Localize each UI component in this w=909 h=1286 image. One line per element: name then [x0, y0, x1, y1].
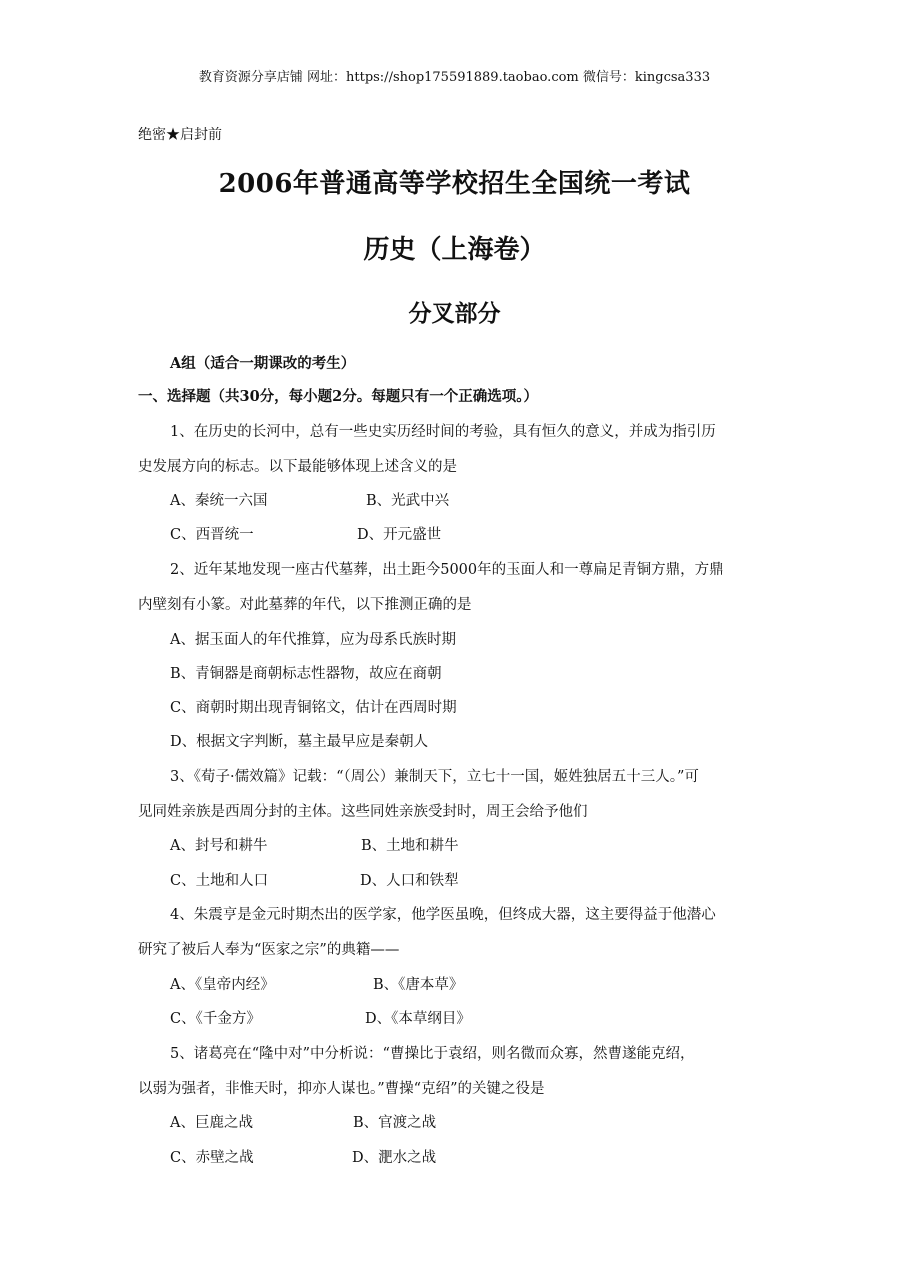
question-2-option-d: D、根据文字判断，墓主最早应是秦朝人 [170, 734, 429, 750]
question-5-line-2: 以弱为强者，非惟天时，抑亦人谋也。”曹操“克绍”的关键之役是 [138, 1081, 545, 1097]
question-3-option-d: D、人口和铁犁 [360, 873, 459, 889]
question-4-option-d: D、《本草纲目》 [365, 1011, 471, 1027]
group-heading: A组（适合一期课改的考生） [170, 355, 356, 372]
question-1-option-b: B、光武中兴 [366, 493, 450, 509]
question-1-option-a: A、秦统一六国 [170, 493, 268, 509]
question-3-line-2: 见同姓亲族是西周分封的主体。这些同姓亲族受封时，周王会给予他们 [138, 804, 588, 820]
question-4-line-2: 研究了被后人奉为“医家之宗”的典籍—— [138, 942, 400, 958]
question-3-option-a: A、封号和耕牛 [170, 838, 268, 854]
question-2-option-b: B、青铜器是商朝标志性器物，故应在商朝 [170, 666, 442, 682]
question-4-option-c: C、《千金方》 [170, 1011, 261, 1027]
question-5-option-c: C、赤壁之战 [170, 1150, 254, 1166]
section-heading: 一、选择题（共30分，每小题2分。每题只有一个正确选项。） [138, 388, 539, 405]
subject-title: 历史（上海卷） [363, 235, 546, 265]
question-5-option-d: D、淝水之战 [352, 1150, 437, 1166]
question-1-line-2: 史发展方向的标志。以下最能够体现上述含义的是 [138, 459, 457, 475]
question-2-line-1: 2、近年某地发现一座古代墓葬，出土距今5000年的玉面人和一尊扁足青铜方鼎，方鼎 [170, 562, 724, 578]
question-1-option-d: D、开元盛世 [357, 527, 442, 543]
question-1-option-c: C、西晋统一 [170, 527, 254, 543]
question-2-line-2: 内壁刻有小篆。对此墓葬的年代，以下推测正确的是 [138, 597, 472, 613]
question-5-option-a: A、巨鹿之战 [170, 1115, 253, 1131]
question-2-option-c: C、商朝时期出现青铜铭文，估计在西周时期 [170, 700, 457, 716]
question-4-line-1: 4、朱震亨是金元时期杰出的医学家，他学医虽晚，但终成大器，这主要得益于他潜心 [170, 907, 716, 923]
question-3-option-b: B、土地和耕牛 [361, 838, 459, 854]
page-header: 教育资源分享店铺 网址：https://shop175591889.taobao.com 微信号：kingcsa333 [198, 70, 711, 85]
question-3-option-c: C、土地和人口 [170, 873, 269, 889]
question-4-option-a: A、《皇帝内经》 [170, 977, 275, 993]
confidential-mark: 绝密★启封前 [138, 127, 222, 143]
question-3-line-1: 3、《荀子·儒效篇》记载：“（周公）兼制天下，立七十一国，姬姓独居五十三人。”可 [170, 769, 699, 785]
exam-title: 2006年普通高等学校招生全国统一考试 [218, 169, 691, 199]
question-5-option-b: B、官渡之战 [353, 1115, 437, 1131]
question-1-line-1: 1、在历史的长河中，总有一些史实历经时间的考验，具有恒久的意义，并成为指引历 [170, 424, 716, 440]
question-5-line-1: 5、诸葛亮在“隆中对”中分析说：“曹操比于袁绍，则名微而众寡，然曹遂能克绍， [170, 1046, 695, 1062]
question-2-option-a: A、据玉面人的年代推算，应为母系氏族时期 [170, 632, 456, 648]
question-4-option-b: B、《唐本草》 [373, 977, 464, 993]
part-title: 分叉部分 [408, 300, 501, 327]
